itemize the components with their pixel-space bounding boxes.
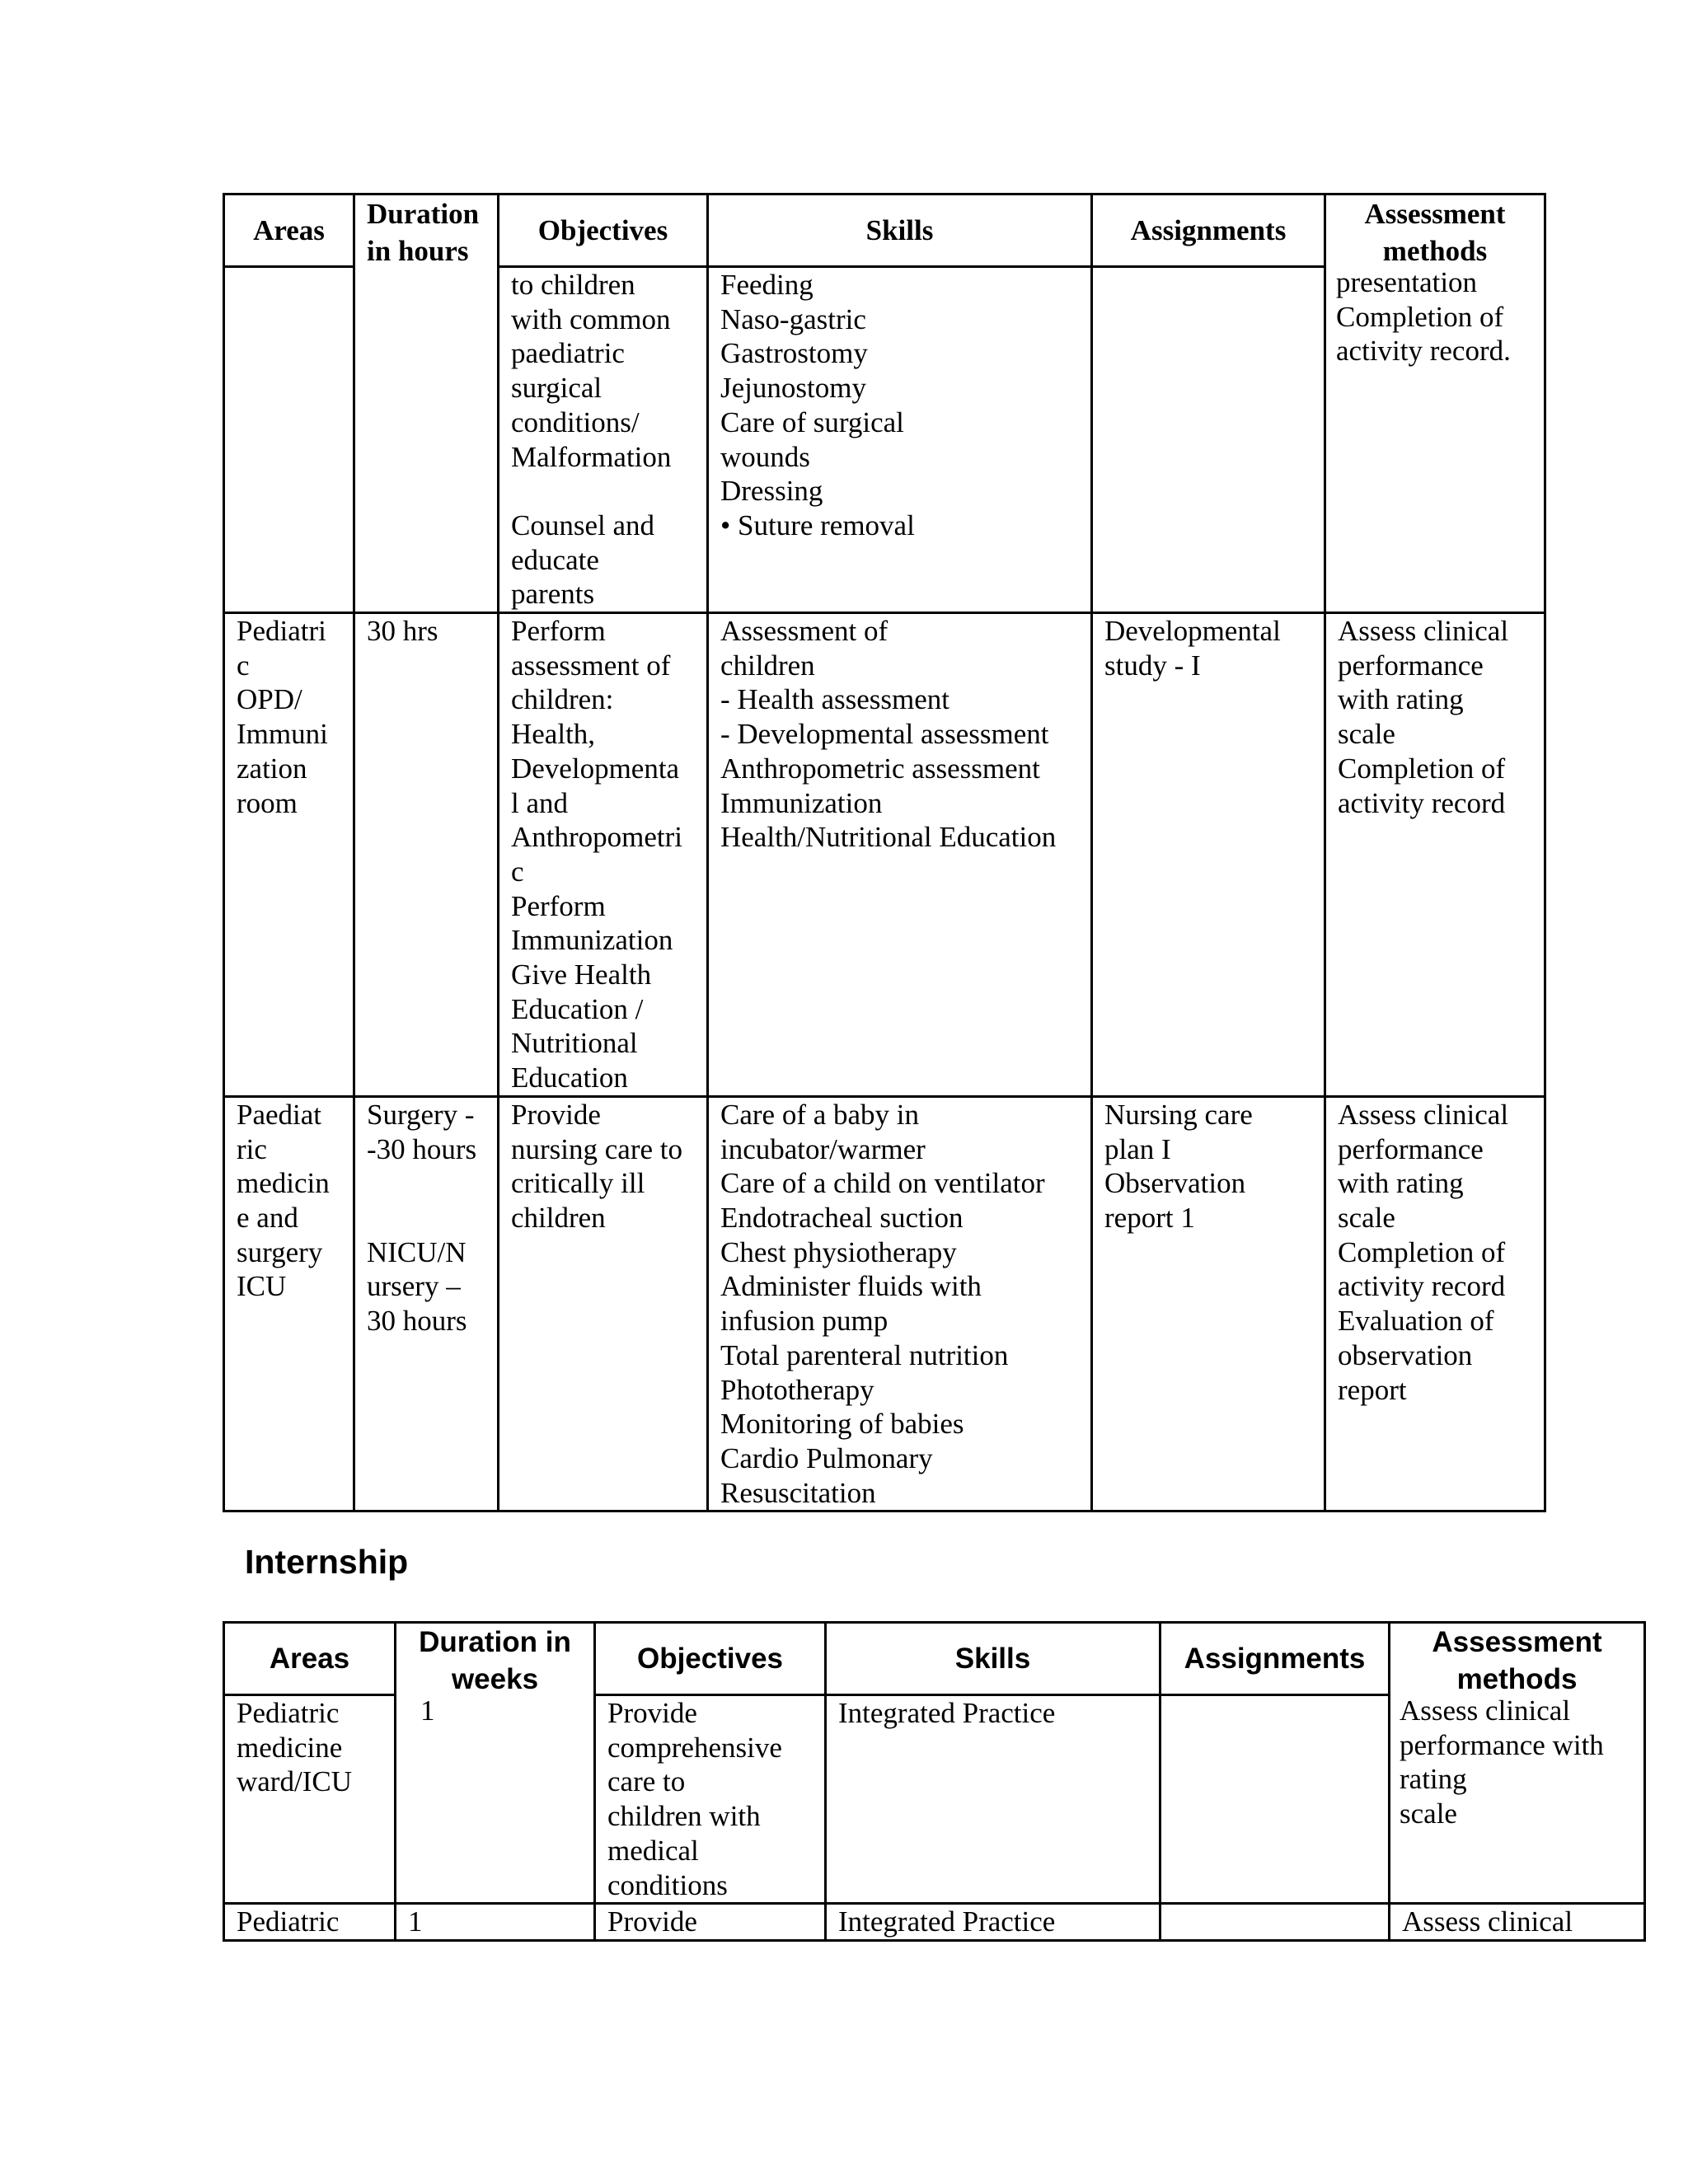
cell-assignments: Developmental study - I (1092, 613, 1325, 1097)
cell-assignments: Nursing care plan I Observation report 1 (1092, 1096, 1325, 1511)
cell-assessment: presentation Completion of activity record. (1336, 266, 1511, 368)
cell-assessment: Assess clinical (1390, 1904, 1645, 1941)
cell-assessment: Assess clinical performance with rating scale Completion of activity record (1325, 613, 1545, 1097)
cell-objectives: Provide comprehensive care to children with medical conditions (595, 1695, 826, 1904)
cell-duration: 1 (420, 1694, 435, 1727)
cell-assignments (1092, 267, 1325, 613)
header-objectives: Objectives (595, 1623, 826, 1695)
header-assessment: Assessment methods (1325, 194, 1545, 613)
table-row (224, 613, 1545, 1097)
cell-skills: Care of a baby in incubator/warmer Care of a child on ventilator Endotracheal suction Chest physiotherapy Administer fluids with infusion pump Total parenteral nutrition Phototherapy Monitoring of babies Cardio Pulmonary Resuscitation (708, 1096, 1092, 1511)
cell-duration: 1 (396, 1904, 595, 1941)
cell-areas: Paediat ric medicin e and surgery ICU (224, 1096, 354, 1511)
header-duration: Duration in hours (354, 194, 499, 613)
cell-objectives: to children with common paediatric surgical conditions/ Malformation Counsel and educate parents (499, 267, 708, 613)
header-skills: Skills (826, 1623, 1160, 1695)
cell-areas: Pediatric medicine ward/ICU (224, 1695, 396, 1904)
header-skills: Skills (708, 194, 1092, 267)
clinical-practice-table (223, 193, 1546, 1512)
cell-duration: 30 hrs (354, 613, 499, 1097)
cell-objectives: Provide nursing care to critically ill children (499, 1096, 708, 1511)
cell-skills: Integrated Practice (826, 1695, 1160, 1904)
table-row (224, 1904, 1645, 1941)
cell-assessment: Assess clinical performance with rating scale Completion of activity record Evaluation of observation report (1325, 1096, 1545, 1511)
cell-duration: Surgery - -30 hours NICU/N ursery – 30 hours (354, 1096, 499, 1511)
cell-skills: Integrated Practice (826, 1904, 1160, 1941)
cell-skills: Feeding Naso-gastric Gastrostomy Jejunostomy Care of surgical wounds Dressing • Suture removal (708, 267, 1092, 613)
cell-areas: Pediatri c OPD/ Immuni zation room (224, 613, 354, 1097)
cell-assignments (1160, 1695, 1390, 1904)
cell-assessment: Assess clinical performance with rating scale (1400, 1694, 1604, 1830)
cell-areas: Pediatric (224, 1904, 396, 1941)
header-assignments: Assignments (1160, 1623, 1390, 1695)
cell-assignments (1160, 1904, 1390, 1941)
header-areas: Areas (224, 1623, 396, 1695)
cell-areas (224, 267, 354, 613)
header-assessment: Assessment methods (1390, 1623, 1645, 1904)
header-duration: Duration in weeks (396, 1623, 595, 1904)
table-row (224, 1096, 1545, 1511)
cell-skills: Assessment of children - Health assessment - Developmental assessment Anthropometric assessment Immunization Health/Nutritional Education (708, 613, 1092, 1097)
header-areas: Areas (224, 194, 354, 267)
header-assignments: Assignments (1092, 194, 1325, 267)
header-objectives: Objectives (499, 194, 708, 267)
section-heading: Internship (245, 1543, 409, 1581)
cell-objectives: Perform assessment of children: Health, Developmenta l and Anthropometri c Perform Immunization Give Health Education / Nutritional Education (499, 613, 708, 1097)
cell-objectives: Provide (595, 1904, 826, 1941)
